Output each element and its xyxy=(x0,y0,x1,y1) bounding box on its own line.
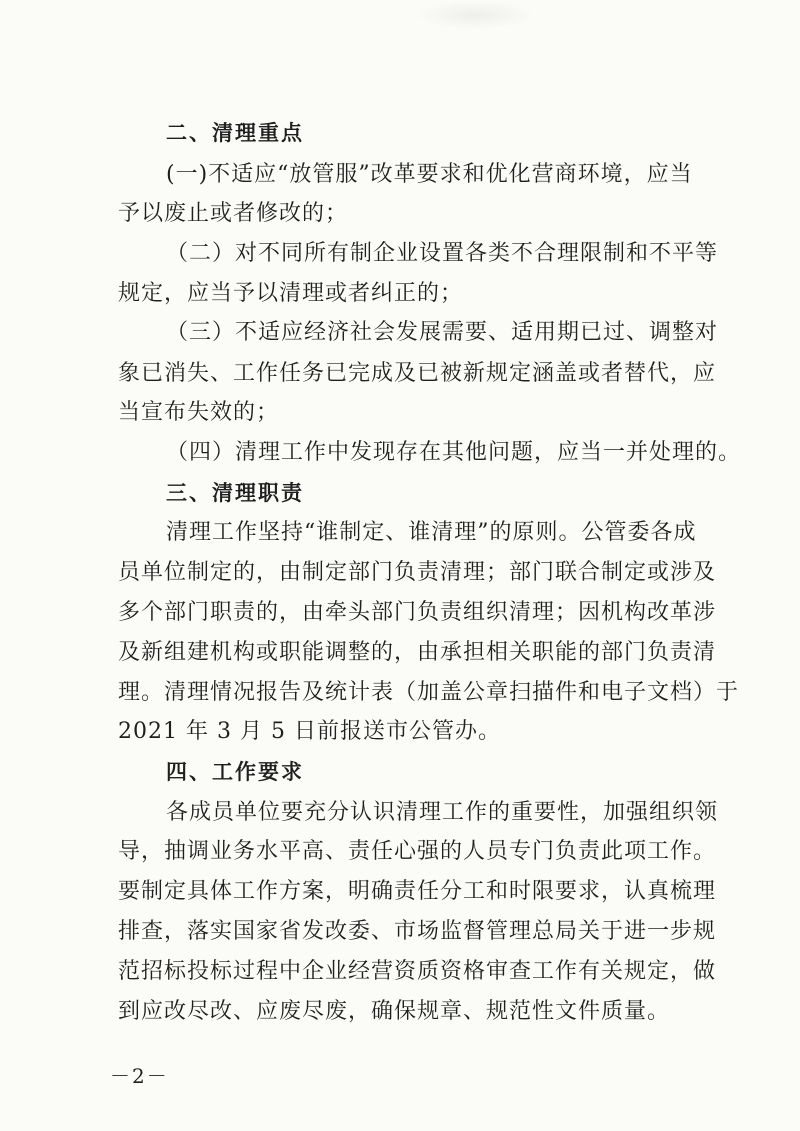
paragraph-line: 范招标投标过程中企业经营资质资格审查工作有关规定，做 xyxy=(118,959,717,984)
paragraph-line: 清理工作坚持“谁制定、谁清理”的原则。公管委各成 xyxy=(166,520,697,545)
paragraph-line: 理。清理情况报告及统计表（加盖公章扫描件和电子文档）于 xyxy=(118,680,740,705)
paragraph-line: 导，抽调业务水平高、责任心强的人员专门负责此项工作。 xyxy=(118,839,717,864)
paragraph-line: 规定，应当予以清理或者纠正的； xyxy=(118,281,464,306)
paragraph-line: 排查，落实国家省发改委、市场监督管理总局关于进一步规 xyxy=(118,919,717,944)
section-heading-4: 四、工作要求 xyxy=(166,760,304,784)
section-heading-3: 三、清理职责 xyxy=(166,481,304,505)
paragraph-line: 及新组建机构或职能调整的，由承担相关职能的部门负责清 xyxy=(118,640,717,665)
scan-smudge xyxy=(415,0,535,30)
paragraph-line: （四）清理工作中发现存在其他问题，应当一并处理的。 xyxy=(166,440,742,465)
paragraph-line: 多个部门职责的，由牵头部门负责组织清理；因机构改革涉 xyxy=(118,600,717,625)
paragraph-line: 2021 年 3 月 5 日前报送市公管办。 xyxy=(118,719,501,744)
paragraph-line: 要制定具体工作方案，明确责任分工和时限要求，认真梳理 xyxy=(118,879,717,904)
paragraph-line: 员单位制定的，由制定部门负责清理；部门联合制定或涉及 xyxy=(118,560,717,585)
paragraph-line: （三）不适应经济社会发展需要、适用期已过、调整对 xyxy=(166,320,719,345)
paragraph-line: 到应改尽改、应废尽废，确保规章、规范性文件质量。 xyxy=(118,999,671,1024)
paragraph-line: (一)不适应“放管服”改革要求和优化营商环境，应当 xyxy=(166,162,693,187)
paragraph-line: 当宣布失效的； xyxy=(118,400,280,425)
paragraph-line: 予以废止或者修改的； xyxy=(118,201,349,226)
paragraph-line: 各成员单位要充分认识清理工作的重要性，加强组织领 xyxy=(166,800,719,825)
page-number: －2－ xyxy=(110,1064,169,1088)
paragraph-line: （二）对不同所有制企业设置各类不合理限制和不平等 xyxy=(166,241,719,266)
paragraph-line: 象已消失、工作任务已完成及已被新规定涵盖或者替代，应 xyxy=(118,361,717,386)
section-heading-2: 二、清理重点 xyxy=(166,121,304,145)
